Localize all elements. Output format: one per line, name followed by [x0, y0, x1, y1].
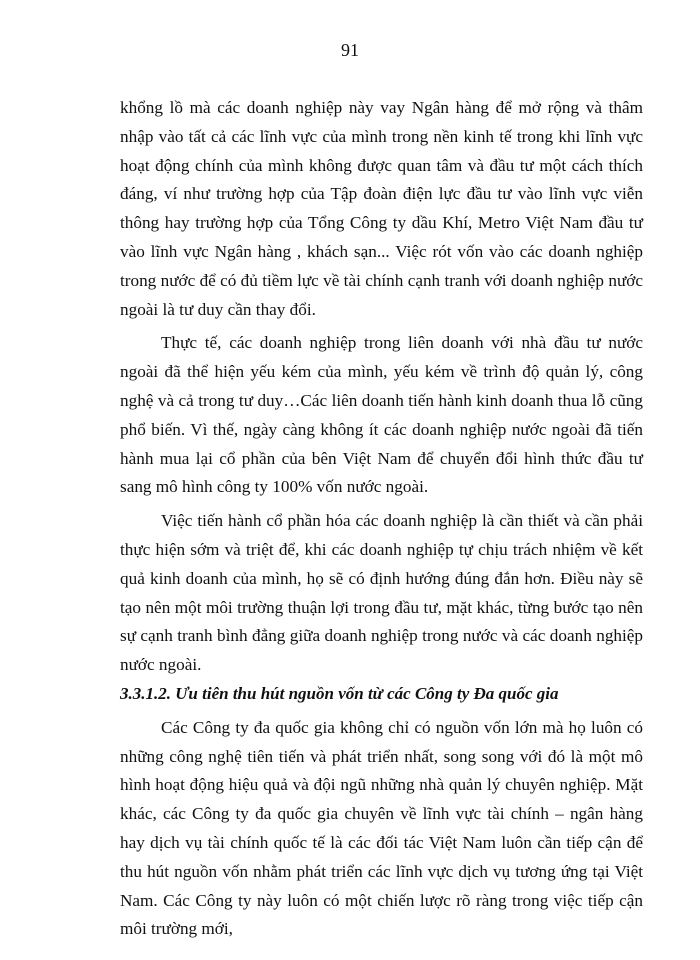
page-number: 91	[341, 40, 359, 60]
paragraph: Việc tiến hành cổ phần hóa các doanh nghiệp là cần thiết và cần phải thực hiện sớm và triệt để, khi các doanh nghiệp tự chịu trách nhiệm về kết quả kinh doanh của mình, họ sẽ có định hướng đúng đắn hơn. Điều này sẽ tạo nên một môi trường thuận lợi trong đầu tư, mặt khác, từng bước tạo nên sự cạnh tranh bình đẳng giữa doanh nghiệp trong nước và các doanh nghiệp nước ngoài.	[120, 511, 643, 675]
paragraph-continuation: khổng lồ mà các doanh nghiệp này vay Ngân hàng để mở rộng và thâm nhập vào tất cả các lĩnh vực của mình trong nền kinh tế trong khi lĩnh vực hoạt động chính của mình không được quan tâm và đầu tư một cách thích đáng, ví như trường hợp của Tập đoàn điện lực đầu tư vào lĩnh vực viễn thông hay trường hợp của Tổng Công ty dầu Khí, Metro Việt Nam đầu tư vào lĩnh vực Ngân hàng , khách sạn... Việc rót vốn vào các doanh nghiệp trong nước để có đủ tiềm lực về tài chính cạnh tranh với doanh nghiệp nước ngoài là tư duy cần thay đổi.	[120, 98, 643, 319]
paragraph: Các Công ty đa quốc gia không chỉ có nguồn vốn lớn mà họ luôn có những công nghệ tiên tiến và phát triển nhất, song song với đó là một mô hình hoạt động hiệu quả và đội ngũ những nhà quản lý chuyên nghiệp. Mặt khác, các Công ty đa quốc gia chuyên về lĩnh vực tài chính – ngân hàng hay dịch vụ tài chính quốc tế là các đối tác Việt Nam luôn cần tiếp cận để thu hút nguồn vốn nhằm phát triển các lĩnh vực dịch vụ tương ứng tại Việt Nam. Các Công ty này luôn có một chiến lược rõ ràng trong việc tiếp cận môi trường mới,	[120, 717, 643, 939]
paragraph: Thực tế, các doanh nghiệp trong liên doanh với nhà đầu tư nước ngoài đã thể hiện yếu kém của mình, yếu kém về trình độ quản lý, công nghệ và cả trong tư duy…Các liên doanh tiến hành kinh doanh thua lỗ cũng phổ biến. Vì thế, ngày càng không ít các doanh nghiệp nước ngoài đã tiến hành mua lại cổ phần của bên Việt Nam để chuyển đổi hình thức đầu tư sang mô hình công ty 100% vốn nước ngoài.	[120, 333, 643, 497]
section-heading: 3.3.1.2. Ưu tiên thu hút nguồn vốn từ các Công ty Đa quốc gia	[120, 683, 559, 703]
body-text	[120, 94, 643, 944]
